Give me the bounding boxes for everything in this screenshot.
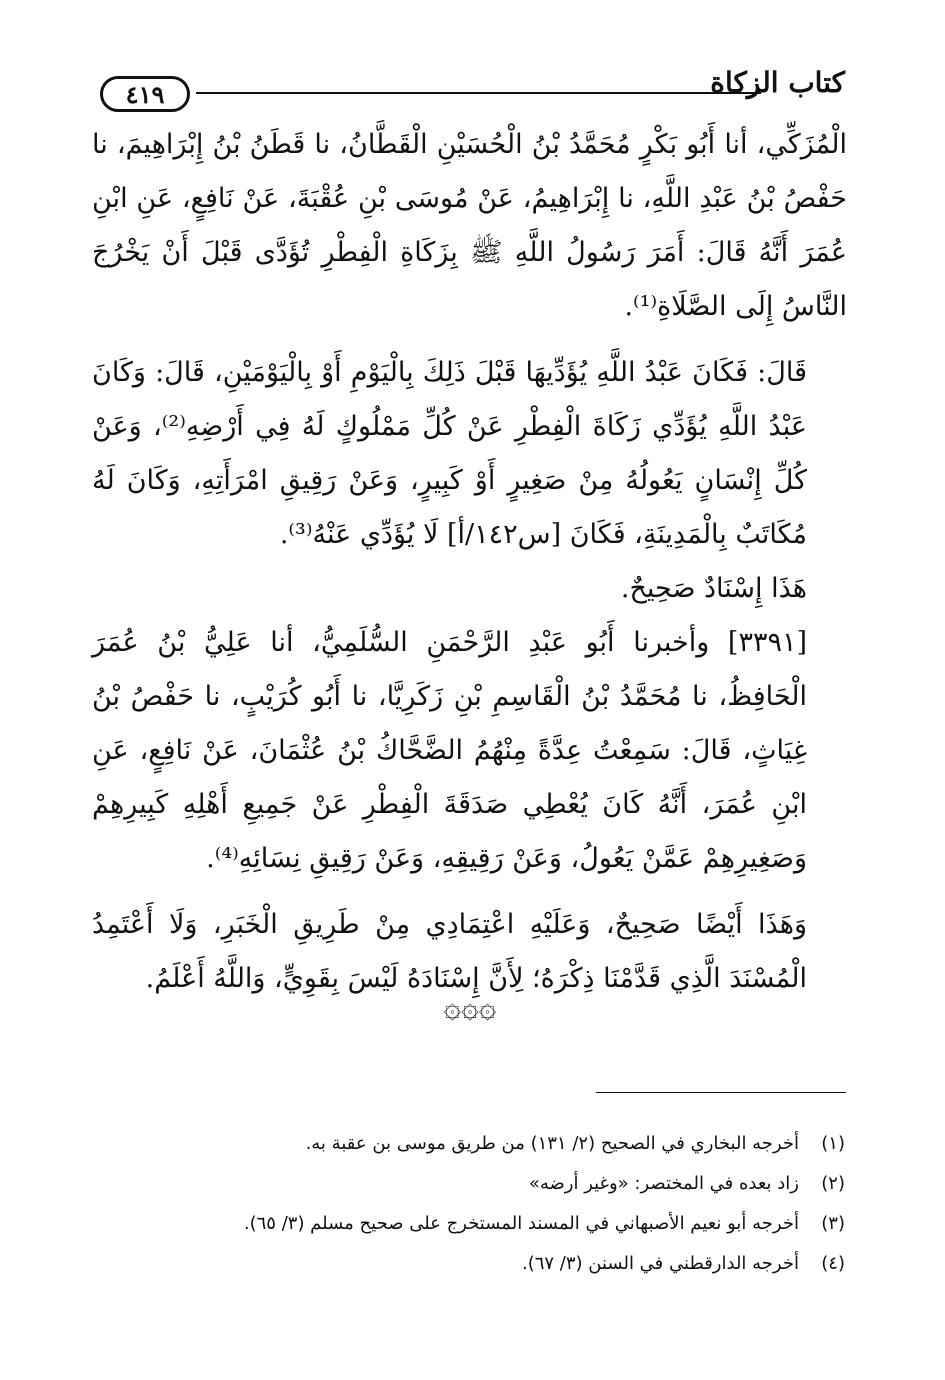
section-separator-ornament: ۞۞۞ [443,990,497,1025]
footnote-rule [596,1092,846,1093]
footnote-3 [200,1204,845,1244]
footnote-text: أخرجه الدارقطني في السنن (٣/ ٦٧). [521,1253,799,1274]
footnote-text: أخرجه أبو نعيم الأصبهاني في المسند المستخرج على صحيح مسلم (٣/ ٦٥). [243,1213,799,1234]
footnote-text: زاد بعده في المختصر: «وغير أرضه» [528,1173,799,1194]
main-text [92,118,847,1006]
footnote-number: (٣) [821,1213,845,1234]
footnote-number: (٢) [821,1173,845,1194]
chapter-title: كتاب الزكاة [710,66,845,99]
page-number: ٤١٩ [100,76,190,112]
footnote-1 [200,1124,845,1164]
paragraph-1: الْمُزَكِّي، أنا أَبُو بَكْرٍ مُحَمَّدُ بْنُ الْحُسَيْنِ الْقَطَّانُ، نا قَطَنُ بْنُ إِبْرَاهِيمَ، نا حَفْصُ بْنُ عَبْدِ اللَّهِ، نا إِبْرَاهِيمُ، عَنْ مُوسَى بْنِ عُقْبَةَ، عَنْ نَافِعٍ، عَنِ ابْنِ عُمَرَ أَنَّهُ قَالَ: أَمَرَ رَسُولُ اللَّهِ ﷺ بِزَكَاةِ الْفِطْرِ تُؤَدَّى قَبْلَ أَنْ يَخْرُجَ النَّاسُ إِلَى الصَّلَاةِ⁽¹⁾. [92,129,847,322]
paragraph-3: هَذَا إِسْنَادٌ صَحِيحٌ. [620,573,807,604]
paragraph-2: قَالَ: فَكَانَ عَبْدُ اللَّهِ يُؤَدِّيهَا قَبْلَ ذَلِكَ بِالْيَوْمِ أَوْ بِالْيَوْمَيْنِ، قَالَ: وَكَانَ عَبْدُ اللَّهِ يُؤَدِّي زَكَاةَ الْفِطْرِ عَنْ كُلِّ مَمْلُوكٍ لَهُ فِي أَرْضِهِ⁽²⁾، وَعَنْ كُلِّ إِنْسَانٍ يَعُولُهُ مِنْ صَغِيرٍ أَوْ كَبِيرٍ، وَعَنْ رَقِيقِ امْرَأَتِهِ، وَكَانَ لَهُ مُكَاتَبٌ بِالْمَدِينَةِ، فَكَانَ [س١٤٢/أ] لَا يُؤَدِّي عَنْهُ⁽³⁾. [92,357,807,550]
footnotes [200,1124,845,1284]
header-rule [196,92,761,94]
footnote-2 [200,1164,845,1204]
footnote-number: (١) [821,1133,845,1154]
footnote-text: أخرجه البخاري في الصحيح (٢/ ١٣١) من طريق موسى بن عقبة به. [305,1133,799,1154]
page-header [100,62,845,112]
paragraph-4: [٣٣٩١] وأخبرنا أَبُو عَبْدِ الرَّحْمَنِ السُّلَمِيُّ، أنا عَلِيُّ بْنُ عُمَرَ الْحَافِظُ، نا مُحَمَّدُ بْنُ الْقَاسِمِ بْنِ زَكَرِيَّا، نا أَبُو كُرَيْبٍ، نا حَفْصُ بْنُ غِيَاثٍ، قَالَ: سَمِعْتُ عِدَّةً مِنْهُمُ الضَّحَّاكُ بْنُ عُثْمَانَ، عَنْ نَافِعٍ، عَنِ ابْنِ عُمَرَ، أَنَّهُ كَانَ يُعْطِي صَدَقَةَ الْفِطْرِ عَنْ جَمِيعِ أَهْلِهِ كَبِيرِهِمْ وَصَغِيرِهِمْ عَمَّنْ يَعُولُ، وَعَنْ رَقِيقِهِ، وَعَنْ رَقِيقِ نِسَائِهِ⁽⁴⁾. [92,627,807,874]
footnote-number: (٤) [821,1253,845,1274]
paragraph-5: وَهَذَا أَيْضًا صَحِيحٌ، وَعَلَيْهِ اعْتِمَادِي مِنْ طَرِيقِ الْخَبَرِ، وَلَا أَعْتَمِدُ الْمُسْنَدَ الَّذِي قَدَّمْنَا ذِكْرَهُ؛ لِأَنَّ إِسْنَادَهُ لَيْسَ بِقَوِيٍّ، وَاللَّهُ أَعْلَمُ. [92,909,807,994]
footnote-4 [200,1244,845,1284]
